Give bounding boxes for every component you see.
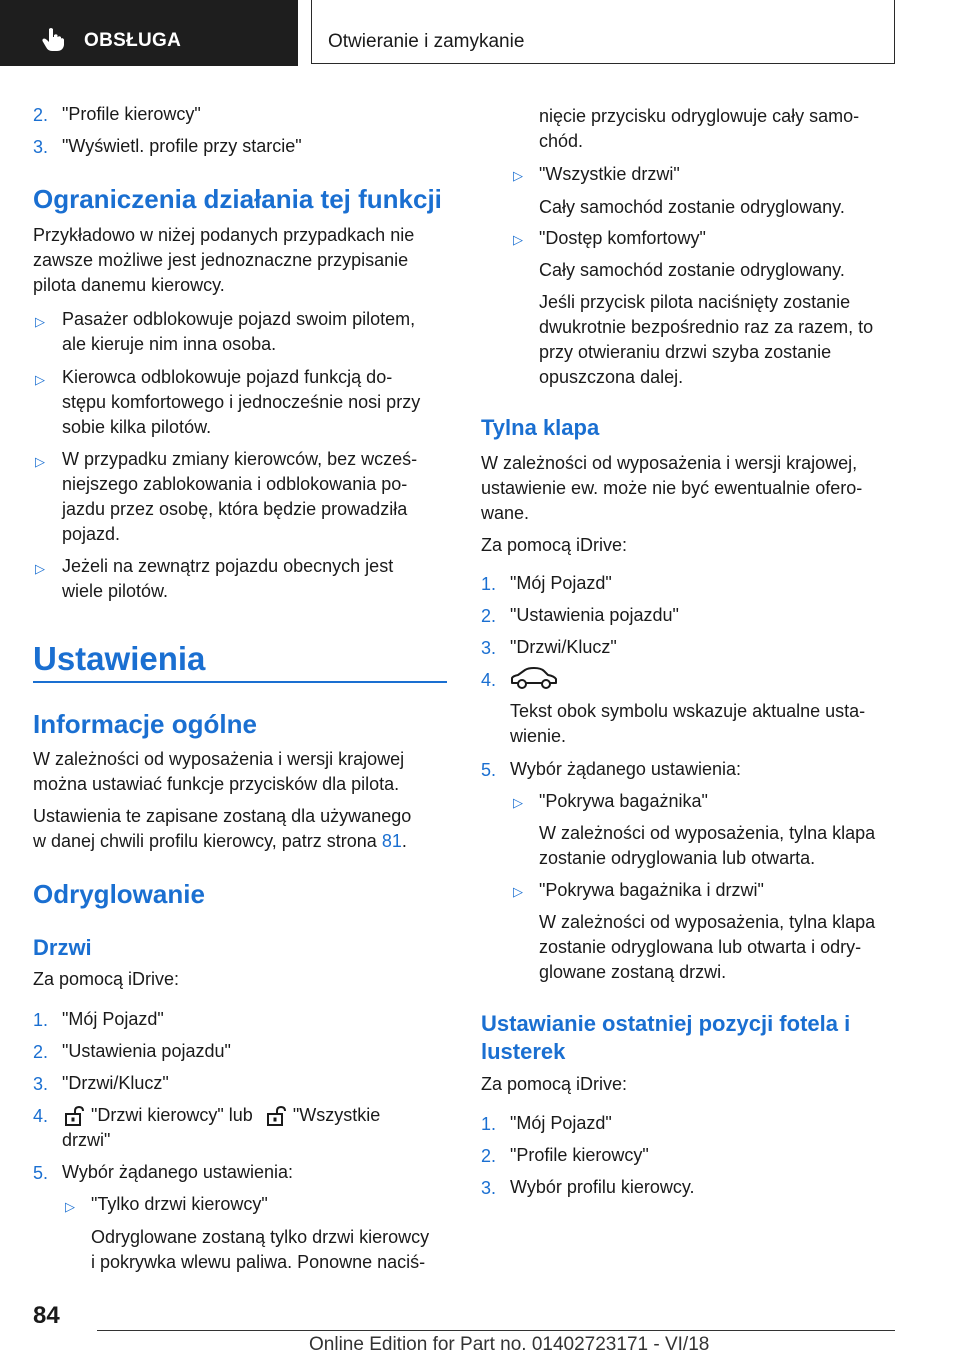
bullet-arrow-icon: ▷ <box>35 372 45 387</box>
bullet-line: jazdu przez osobę, która będzie prowadziła <box>62 499 408 519</box>
list-item: "Mój Pojazd" <box>62 1009 164 1029</box>
bullet-arrow-icon: ▷ <box>35 314 45 329</box>
option-desc: opuszczona dalej. <box>539 367 684 387</box>
option-label: "Pokrywa bagażnika" <box>539 791 708 811</box>
list-number: 4. <box>33 1106 49 1126</box>
heading-rule <box>33 681 447 683</box>
heading-tailgate: Tylna klapa <box>481 415 600 440</box>
chapter-title: Otwieranie i zamykanie <box>328 31 525 52</box>
section-tab <box>0 0 298 66</box>
list-item: Wybór żądanego ustawienia: <box>510 759 741 779</box>
paragraph-line: ustawienie ew. może nie być ewentualnie ofero‐ <box>481 478 863 498</box>
list-item: wienie. <box>510 726 567 746</box>
list-item: Wybór profilu kierowcy. <box>510 1177 695 1197</box>
chapter-header <box>311 0 895 64</box>
paragraph-text: w danej chwili profilu kierowcy, patrz strona <box>33 831 377 851</box>
list-item: "Drzwi/Klucz" <box>62 1073 169 1093</box>
car-symbol-icon <box>510 666 558 692</box>
bullet-line: niejszego zablokowania i odblokowania po‐ <box>62 474 408 494</box>
list-item: "Profile kierowcy" <box>510 1145 649 1165</box>
option-desc: W zależności od wyposażenia, tylna klapa <box>539 912 876 932</box>
option-desc: dwukrotnie bezpośrednio raz za razem, to <box>539 317 874 337</box>
list-item: drzwi" <box>62 1130 111 1150</box>
option-desc: glowane zostaną drzwi. <box>539 962 727 982</box>
bullet-arrow-icon: ▷ <box>513 168 523 183</box>
paragraph-line: Za pomocą iDrive: <box>481 1074 628 1094</box>
option-desc: chód. <box>539 131 584 151</box>
list-item: "Mój Pojazd" <box>510 573 612 593</box>
paragraph-line: Ustawienia te zapisane zostaną dla używanego <box>33 806 412 826</box>
bullet-arrow-icon: ▷ <box>65 1199 75 1214</box>
list-item: "Wyświetl. profile przy starcie" <box>62 136 302 156</box>
list-text: "Drzwi kierowcy" lub <box>91 1105 253 1125</box>
option-desc: Cały samochód zostanie odryglowany. <box>539 197 845 217</box>
option-label: "Pokrywa bagażnika i drzwi" <box>539 880 764 900</box>
bullet-line: wiele pilotów. <box>62 581 169 601</box>
list-item: "Profile kierowcy" <box>62 104 201 124</box>
paragraph-line: Za pomocą iDrive: <box>481 535 628 555</box>
unlock-door-icon <box>62 1106 86 1126</box>
list-item: "Ustawienia pojazdu" <box>510 605 679 625</box>
bullet-line: stępu komfortowego i jednocześnie nosi przy <box>62 392 421 412</box>
bullet-line: ale kieruje nim inna osoba. <box>62 334 277 354</box>
list-number: 3. <box>481 638 497 658</box>
option-desc: i pokrywka wlewu paliwa. Ponowne naciś‐ <box>91 1252 426 1272</box>
paragraph-line: pilota danemu kierowcy. <box>33 275 225 295</box>
bullet-arrow-icon: ▷ <box>513 884 523 899</box>
bullet-arrow-icon: ▷ <box>35 454 45 469</box>
list-number: 5. <box>481 760 497 780</box>
heading-doors: Drzwi <box>33 935 92 960</box>
list-number: 3. <box>33 1074 49 1094</box>
option-desc: nięcie przycisku odryglowuje cały samo‐ <box>539 106 860 126</box>
option-label: "Dostęp komfortowy" <box>539 228 706 248</box>
heading-unlock: Odryglowanie <box>33 879 205 909</box>
paragraph-line: Za pomocą iDrive: <box>33 969 180 989</box>
option-desc: Odryglowane zostaną tylko drzwi kierowcy <box>91 1227 430 1247</box>
heading-limits: Ograniczenia działania tej funkcji <box>33 184 442 214</box>
list-number: 2. <box>33 105 49 125</box>
unlock-all-icon <box>264 1106 288 1126</box>
heading-seat-memory-cont: lusterek <box>481 1039 566 1064</box>
bullet-line: sobie kilka pilotów. <box>62 417 212 437</box>
paragraph-line <box>33 829 407 854</box>
bullet-arrow-icon: ▷ <box>35 561 45 576</box>
list-number: 4. <box>481 670 497 690</box>
option-label: "Wszystkie drzwi" <box>539 164 680 184</box>
list-item: Tekst obok symbolu wskazuje aktualne usta‐ <box>510 701 866 721</box>
page-reference-link[interactable]: 81 <box>381 831 402 851</box>
list-item: "Ustawienia pojazdu" <box>62 1041 231 1061</box>
list-number: 2. <box>481 1146 497 1166</box>
list-number: 1. <box>481 574 497 594</box>
list-number: 5. <box>33 1163 49 1183</box>
paragraph-line: Przykładowo w niżej podanych przypadkach nie <box>33 225 415 245</box>
section-label: OBSŁUGA <box>84 30 182 51</box>
bullet-line: Pasażer odblokowuje pojazd swoim pilotem, <box>62 309 416 329</box>
footer-rule <box>97 1330 895 1331</box>
option-desc: Jeśli przycisk pilota naciśnięty zostanie <box>539 292 851 312</box>
list-number: 3. <box>481 1178 497 1198</box>
paragraph-line: można ustawiać funkcje przycisków dla pilota. <box>33 774 400 794</box>
list-item: Wybór żądanego ustawienia: <box>62 1162 293 1182</box>
heading-seat-memory: Ustawianie ostatniej pozycji fotela i <box>481 1011 851 1036</box>
bullet-line: W przypadku zmiany kierowców, bez wcześ‐ <box>62 449 418 469</box>
option-desc: Cały samochód zostanie odryglowany. <box>539 260 845 280</box>
list-number: 3. <box>33 137 49 157</box>
option-desc: zostanie odryglowana lub otwarta i odry‐ <box>539 937 862 957</box>
paragraph-line: wane. <box>481 503 530 523</box>
list-text: "Wszystkie <box>292 1105 381 1125</box>
paragraph-line: zawsze możliwe jest jednoznaczne przypisanie <box>33 250 409 270</box>
page-number: 84 <box>33 1302 60 1329</box>
heading-settings: Ustawienia <box>33 640 206 677</box>
bullet-line: Jeżeli na zewnątrz pojazdu obecnych jest <box>62 556 394 576</box>
paragraph-line: W zależności od wyposażenia i wersji krajowej, <box>481 453 858 473</box>
option-desc: przy otwieraniu drzwi szyba zostanie <box>539 342 832 362</box>
option-label: "Tylko drzwi kierowcy" <box>91 1194 268 1214</box>
heading-general: Informacje ogólne <box>33 709 257 739</box>
list-item: "Drzwi/Klucz" <box>510 637 617 657</box>
bullet-arrow-icon: ▷ <box>513 232 523 247</box>
list-number: 2. <box>33 1042 49 1062</box>
hand-pointer-icon <box>40 26 66 52</box>
list-number: 2. <box>481 606 497 626</box>
list-number: 1. <box>33 1010 49 1030</box>
period: . <box>401 831 407 851</box>
bullet-arrow-icon: ▷ <box>513 795 523 810</box>
list-item <box>62 1103 380 1128</box>
list-number: 1. <box>481 1114 497 1134</box>
edition-note: Online Edition for Part no. 01402723171 - VI/18 <box>309 1334 710 1355</box>
bullet-line: Kierowca odblokowuje pojazd funkcją do‐ <box>62 367 393 387</box>
list-item: "Mój Pojazd" <box>510 1113 612 1133</box>
option-desc: zostanie odryglowania lub otwarta. <box>539 848 816 868</box>
bullet-line: pojazd. <box>62 524 121 544</box>
paragraph-line: W zależności od wyposażenia i wersji krajowej <box>33 749 405 769</box>
option-desc: W zależności od wyposażenia, tylna klapa <box>539 823 876 843</box>
